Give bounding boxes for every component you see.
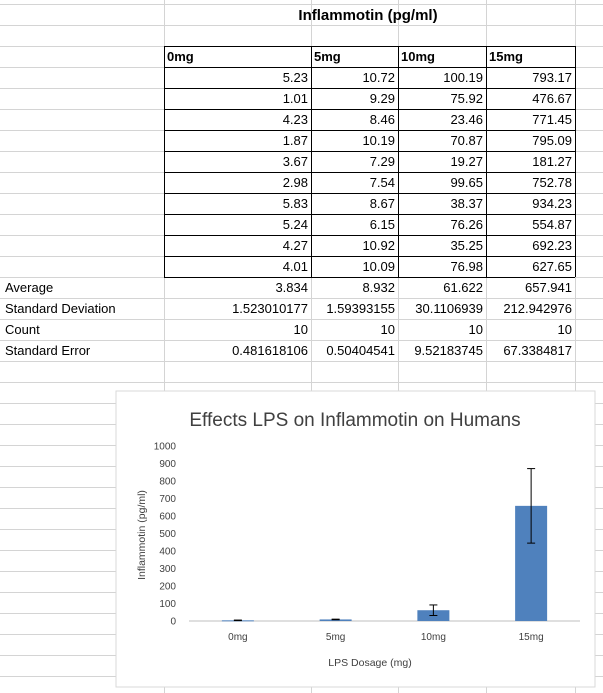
stat-label[interactable]: Average <box>5 280 54 295</box>
stat-cell[interactable]: 9.52183745 <box>414 343 483 358</box>
table-cell[interactable]: 76.98 <box>450 259 483 274</box>
table-cell[interactable]: 5.83 <box>282 196 308 211</box>
y-tick-label: 1000 <box>153 441 176 453</box>
table-cell[interactable]: 752.78 <box>532 175 572 190</box>
x-tick-label: 0mg <box>228 632 248 643</box>
y-tick-label: 400 <box>159 546 176 558</box>
table-cell[interactable]: 1.87 <box>282 133 308 148</box>
table-cell[interactable]: 795.09 <box>532 133 572 148</box>
table-cell[interactable]: 8.46 <box>369 112 395 127</box>
table-cell[interactable]: 181.27 <box>532 154 572 169</box>
y-tick-label: 900 <box>159 459 176 470</box>
stat-cell[interactable]: 0.481618106 <box>232 343 308 358</box>
table-header-row <box>167 49 523 64</box>
column-header[interactable]: 5mg <box>314 49 341 64</box>
table-cell[interactable]: 554.87 <box>532 217 572 232</box>
sheet-title[interactable]: Inflammotin (pg/ml) <box>298 7 438 24</box>
table-cell[interactable]: 7.54 <box>369 175 395 190</box>
table-cell[interactable]: 99.65 <box>450 175 483 190</box>
table-cell[interactable]: 19.27 <box>450 154 483 169</box>
column-header[interactable]: 10mg <box>401 49 435 64</box>
table-cell[interactable]: 23.46 <box>450 112 483 127</box>
stat-label[interactable]: Standard Deviation <box>5 301 116 316</box>
table-cell[interactable]: 5.23 <box>282 70 308 85</box>
table-cell[interactable]: 100.19 <box>443 70 483 85</box>
stat-cell[interactable]: 10 <box>468 322 483 337</box>
stat-cell[interactable]: 61.622 <box>443 280 483 295</box>
stat-cell[interactable]: 1.523010177 <box>232 301 308 316</box>
table-cell[interactable]: 38.37 <box>450 196 483 211</box>
y-tick-label: 800 <box>159 476 176 488</box>
table-cell[interactable]: 76.26 <box>450 217 483 232</box>
stat-cell[interactable]: 30.1106939 <box>415 301 483 316</box>
stat-cell[interactable]: 3.834 <box>275 280 308 295</box>
x-tick-label: 10mg <box>420 632 446 643</box>
table-cell[interactable]: 10.72 <box>362 70 395 85</box>
stat-cell[interactable]: 10 <box>557 322 572 337</box>
table-cell[interactable]: 75.92 <box>450 91 483 106</box>
table-cell[interactable]: 2.98 <box>282 175 308 190</box>
table-cell[interactable]: 771.45 <box>532 112 572 127</box>
stat-cell[interactable]: 8.932 <box>362 280 395 295</box>
table-cell[interactable]: 35.25 <box>450 238 483 253</box>
stat-cell[interactable]: 212.942976 <box>503 301 572 316</box>
stat-cell[interactable]: 657.941 <box>525 280 572 295</box>
stat-label[interactable]: Count <box>5 322 40 337</box>
y-tick-label: 200 <box>159 581 176 593</box>
table-cell[interactable]: 70.87 <box>450 133 483 148</box>
table-cell[interactable]: 476.67 <box>532 91 572 106</box>
table-cell[interactable]: 793.17 <box>532 70 572 85</box>
table-cell[interactable]: 5.24 <box>282 217 308 232</box>
table-cell[interactable]: 4.01 <box>282 259 308 274</box>
chart-title: Effects LPS on Inflammotin on Humans <box>189 410 521 431</box>
y-tick-label: 100 <box>159 599 176 610</box>
table-cell[interactable]: 4.23 <box>282 112 308 127</box>
table-cell[interactable]: 9.29 <box>369 91 395 106</box>
stat-cell[interactable]: 67.3384817 <box>503 343 572 358</box>
table-cell[interactable]: 1.01 <box>282 91 308 106</box>
y-axis-label: Inflammotin (pg/ml) <box>136 490 148 580</box>
stat-cell[interactable]: 0.50404541 <box>326 343 395 358</box>
bar-chart[interactable] <box>116 391 595 687</box>
table-cell[interactable]: 692.23 <box>532 238 572 253</box>
table-cell[interactable]: 3.67 <box>282 154 308 169</box>
x-tick-label: 5mg <box>325 632 346 643</box>
stat-cell[interactable]: 10 <box>293 322 308 337</box>
table-cell[interactable]: 6.15 <box>369 217 395 232</box>
column-header[interactable]: 0mg <box>167 49 194 64</box>
stat-label[interactable]: Standard Error <box>5 343 91 358</box>
stat-cell[interactable]: 1.59393155 <box>326 301 395 316</box>
x-tick-label: 15mg <box>518 632 544 643</box>
x-axis-label: LPS Dosage (mg) <box>328 657 412 669</box>
table-cell[interactable]: 8.67 <box>369 196 395 211</box>
table-cell[interactable]: 10.92 <box>362 238 395 253</box>
stat-cell[interactable]: 10 <box>380 322 395 337</box>
table-cell[interactable]: 934.23 <box>532 196 572 211</box>
y-tick-label: 0 <box>170 616 176 628</box>
table-cell[interactable]: 627.65 <box>532 259 572 274</box>
table-cell[interactable]: 10.09 <box>362 259 395 274</box>
table-cell[interactable]: 4.27 <box>282 238 308 253</box>
y-tick-label: 500 <box>159 529 176 540</box>
y-tick-label: 700 <box>159 494 176 505</box>
table-cell[interactable]: 10.19 <box>362 133 395 148</box>
y-tick-label: 600 <box>159 511 176 523</box>
column-header[interactable]: 15mg <box>489 49 523 64</box>
y-tick-label: 300 <box>159 564 176 575</box>
table-cell[interactable]: 7.29 <box>369 154 395 169</box>
